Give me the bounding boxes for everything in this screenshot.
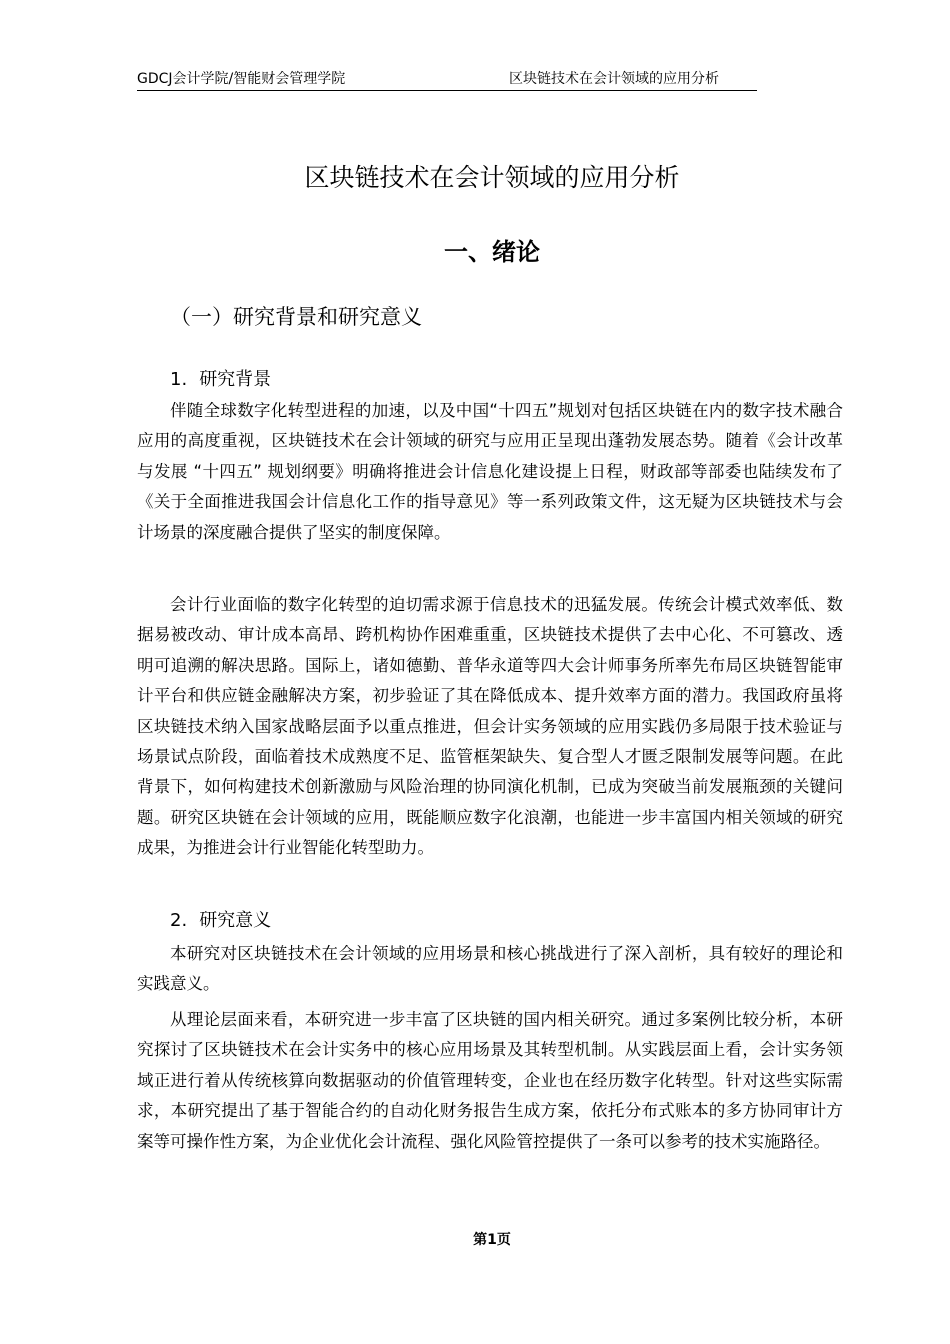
paragraph-theory-practice: 从理论层面来看，本研究进一步丰富了区块链的国内相关研究。通过多案例比较分析，本研究探讨了区块链技术在会计实务中的核心应用场景及其转型机制。从实践层面上看，会计实务领域正进行着从传统核算向数据驱动的价值管理转变，企业也在经历数字化转型。针对这些实际需求，本研究提出了基于智能合约的自动化财务报告生成方案，依托分布式账本的多方协同审计方案等可操作性方案，为企业优化会计流程、强化风险管控提供了一条可以参考的技术实施路径。 <box>137 1010 843 1151</box>
subsection-title: 研究背景 <box>199 369 272 390</box>
header-left-text: GDCJ会计学院/智能财会管理学院 <box>137 71 346 87</box>
section-heading: （一）研究背景和研究意义 <box>170 305 422 329</box>
subsection-title: 研究意义 <box>199 910 272 931</box>
paragraph-background: 伴随全球数字化转型进程的加速，以及中国“十四五”规划对包括区块链在内的数字技术融合应用的高度重视，区块链技术在会计领域的研究与应用正呈现出蓬勃发展态势。随着《会计改革与发展 “十四五” 规划纲要》明确将推进会计信息化建设提上日程，财政部等部委也陆续发布了《关于全面推进我国会计信息化工作的指导意见》等一系列政策文件，这无疑为区块链技术与会计场景的深度融合提供了坚实的制度保障。 <box>137 401 843 542</box>
page-header <box>137 68 757 91</box>
subsection-heading-background <box>170 366 271 394</box>
header-right-text: 区块链技术在会计领域的应用分析 <box>509 71 719 87</box>
paragraph-digital-transformation: 会计行业面临的数字化转型的迫切需求源于信息技术的迅猛发展。传统会计模式效率低、数据易被改动、审计成本高昂、跨机构协作困难重重，区块链技术提供了去中心化、不可篡改、透明可追溯的解决思路。国际上，诸如德勤、普华永道等四大会计师事务所率先布局区块链智能审计平台和供应链金融解决方案，初步验证了其在降低成本、提升效率方面的潜力。我国政府虽将区块链技术纳入国家战略层面予以重点推进，但会计实务领域的应用实践仍多局限于技术验证与场景试点阶段，面临着技术成熟度不足、监管框架缺失、复合型人才匮乏限制发展等问题。在此背景下，如何构建技术创新激励与风险治理的协同演化机制，已成为突破当前发展瓶颈的关键问题。研究区块链在会计领域的应用，既能顺应数字化浪潮，也能进一步丰富国内相关领域的研究成果，为推进会计行业智能化转型助力。 <box>137 595 843 858</box>
page-number: 第1页 <box>473 1232 511 1248</box>
subsection-number: 1. <box>170 369 188 390</box>
document-title: 区块链技术在会计领域的应用分析 <box>304 163 680 192</box>
subsection-number: 2. <box>170 910 188 931</box>
paragraph-significance-intro: 本研究对区块链技术在会计领域的应用场景和核心挑战进行了深入剖析，具有较好的理论和实践意义。 <box>137 944 843 994</box>
chapter-heading: 一、绪论 <box>444 238 540 266</box>
subsection-heading-significance <box>170 907 271 935</box>
